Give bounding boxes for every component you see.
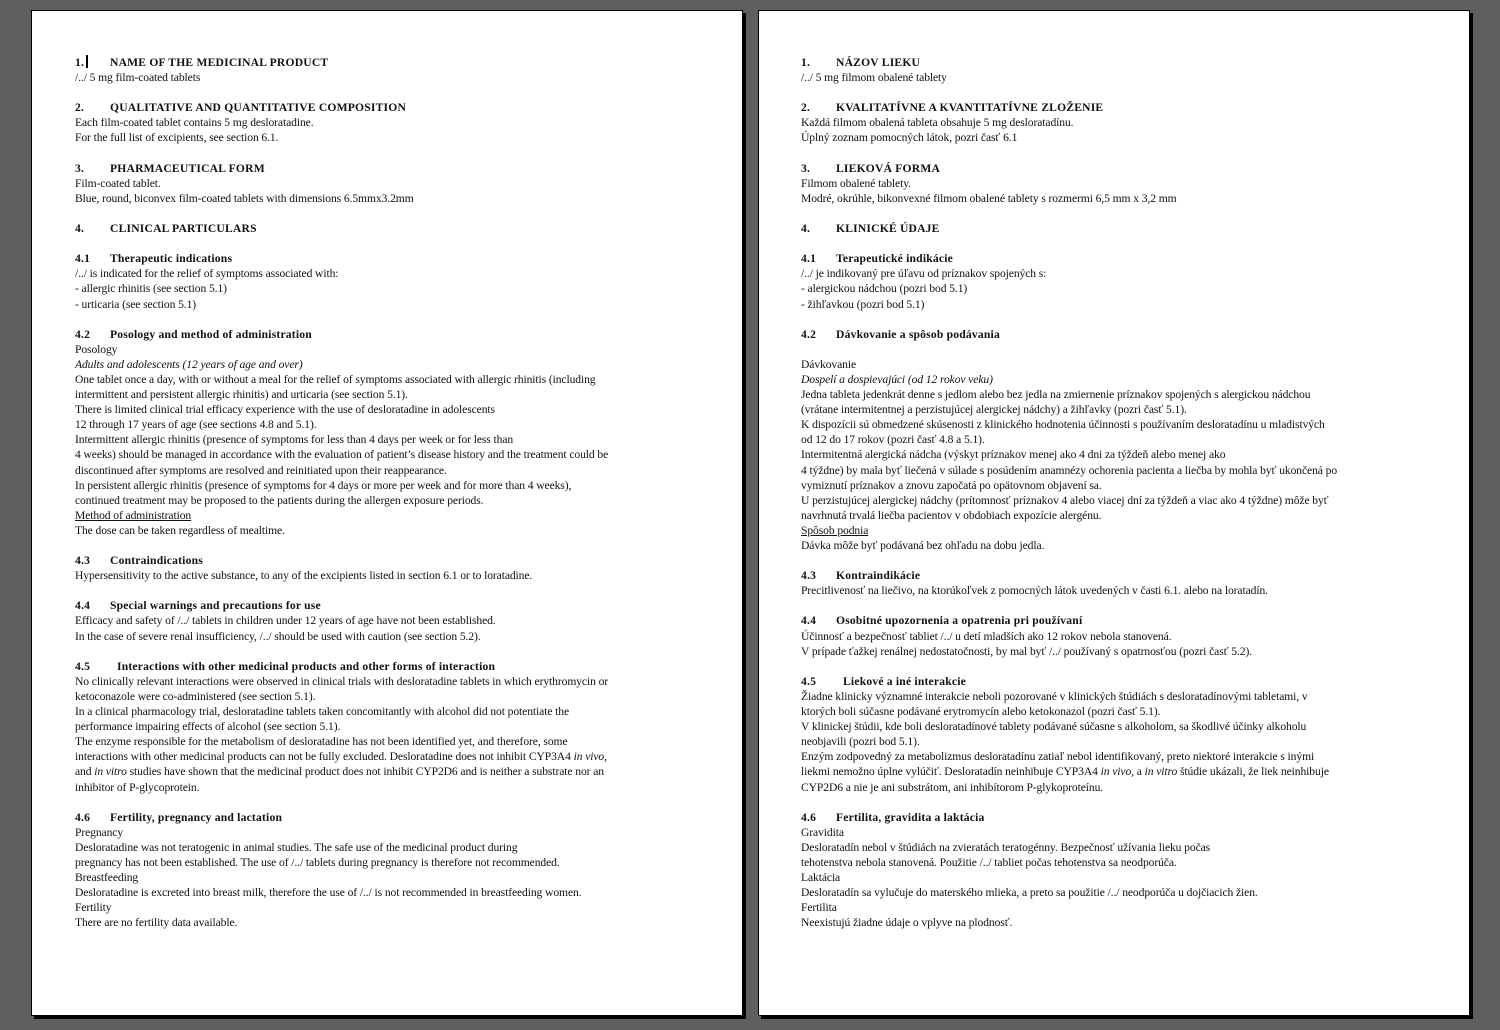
text-line: tehotenstva nebola stanovená. Použitie /../ tabliet počas tehotenstva sa neodporúča.: [801, 855, 1177, 869]
section-4-2-heading: 4.2 Posology and method of administration: [75, 327, 312, 341]
document-page-english: [31, 10, 743, 1016]
text-line: intermittent and persistent allergic rhinitis) and urticaria (see section 5.1).: [75, 388, 408, 402]
text-line: Breastfeeding: [75, 871, 139, 885]
section-3-heading: 3. LIEKOVÁ FORMA: [801, 161, 941, 175]
text-line: The dose can be taken regardless of mealtime.: [75, 523, 285, 537]
section-4-4-heading: 4.4 Special warnings and precautions for use: [75, 599, 321, 613]
text-line: vymiznutí príznakov a znovu započatá po opätovnom objavení sa.: [801, 478, 1102, 492]
text-line: /../ je indikovaný pre úľavu od príznakov spojených s:: [801, 267, 1047, 281]
text-line: V klinickej štúdii, kde boli desloratadínové tablety podávané súčasne s alkoholom, sa škodlivé účinky alkoholu: [801, 720, 1307, 734]
section-4-3-heading: 4.3 Contraindications: [75, 554, 203, 568]
text-line: CYP2D6 a nie je ani substrátom, ani inhibítorom P-glykoproteínu.: [801, 780, 1104, 794]
text-line: One tablet once a day, with or without a meal for the relief of symptoms associated with allergic rhinitis (including: [75, 372, 596, 386]
text-line: Each film-coated tablet contains 5 mg desloratadine.: [75, 116, 314, 130]
section-4-heading: 4. KLINICKÉ ÚDAJE: [801, 222, 940, 236]
text-line: discontinued after symptoms are resolved and reinitiated upon their reappearance.: [75, 463, 447, 477]
text-cursor: [86, 55, 88, 68]
text-line: Gravidita: [801, 825, 844, 839]
text-line: 12 through 17 years of age (see sections 4.8 and 5.1).: [75, 418, 317, 432]
text-line: In a clinical pharmacology trial, desloratadine tablets taken concomitantly with alcohol did not potentiate the: [75, 705, 570, 719]
text-line: Dávkovanie: [801, 357, 857, 371]
text-line: 4 týždne) by mala byť liečená v súlade s posúdením anamnézy ochorenia pacienta a liečba by mohla byť ukončená po: [801, 463, 1338, 477]
text-line: 4 weeks) should be managed in accordance with the evaluation of patient’s disease history and the treatment could be: [75, 448, 609, 462]
text-line: Desloratadín nebol v štúdiách na zvieratách teratogénny. Bezpečnosť užívania lieku počas: [801, 840, 1211, 854]
page-content: [801, 55, 1441, 930]
text-line: Hypersensitivity to the active substance, to any of the excipients listed in section 6.1 or to loratadine.: [75, 569, 533, 583]
subheading-method-of-administration: Spôsob podnia: [801, 523, 869, 537]
text-line: inhibitor of P-glycoprotein.: [75, 780, 200, 794]
text-line: /../ 5 mg film-coated tablets: [75, 71, 201, 85]
text-line: neobjavili (pozri bod 5.1).: [801, 735, 920, 749]
text-line: /../ is indicated for the relief of symptoms associated with:: [75, 267, 339, 281]
text-line: In persistent allergic rhinitis (presence of symptoms for 4 days or more per week and for more than 4 weeks),: [75, 478, 572, 492]
text-line: performance impairing effects of alcohol (see section 5.1).: [75, 720, 341, 734]
section-2-heading: 2. QUALITATIVE AND QUANTITATIVE COMPOSITION: [75, 101, 407, 115]
section-4-5-heading: 4.5 Interactions with other medicinal products and other forms of interaction: [75, 659, 496, 673]
text-line: Fertility: [75, 901, 112, 915]
text-line: - žihľavkou (pozri bod 5.1): [801, 297, 925, 311]
text-line: U perzistujúcej alergickej nádchy (prítomnosť príznakov 4 alebo viacej dní za týždeň a viac ako 4 týždne) môže byť: [801, 493, 1329, 507]
text-line: The enzyme responsible for the metabolism of desloratadine has not been identified yet, and therefore, some: [75, 735, 568, 749]
section-2-heading: 2. KVALITATÍVNE A KVANTITATÍVNE ZLOŽENIE: [801, 101, 1104, 115]
text-line: od 12 do 17 rokov (pozri časť 4.8 a 5.1).: [801, 433, 985, 447]
text-line: interactions with other medicinal products can not be fully excluded. Desloratadine does not inhibit CYP3A4 in vivo,: [75, 750, 607, 764]
text-line: Neexistujú žiadne údaje o vplyve na plodnosť.: [801, 916, 1013, 930]
document-page-slovak: [758, 10, 1470, 1016]
text-line: Desloratadín sa vylučuje do materského mlieka, a preto sa použitie /../ neodporúča u dojčiacich žien.: [801, 886, 1258, 900]
text-line: In the case of severe renal insufficiency, /../ should be used with caution (see section 5.2).: [75, 629, 481, 643]
section-1-heading: 1. NÁZOV LIEKU: [801, 56, 921, 69]
text-line: navrhnutá trvalá liečba pacientov v obdobiach expozície alergénu.: [801, 508, 1102, 522]
text-line: and in vitro studies have shown that the medicinal product does not inhibit CYP2D6 and is neither a substrate nor an: [75, 765, 604, 779]
text-line: - urticaria (see section 5.1): [75, 297, 197, 311]
text-line: There are no fertility data available.: [75, 916, 238, 930]
text-line: Úplný zoznam pomocných látok, pozri časť 6.1: [801, 131, 1018, 145]
text-line: K dispozícii sú obmedzené skúsenosti z klinického hodnotenia účinnosti s používaním desloratadínu u mladistvých: [801, 418, 1325, 432]
text-line: Jedna tableta jedenkrát denne s jedlom alebo bez jedla na zmiernenie príznakov spojených s alergickou nádchou: [801, 388, 1311, 402]
text-line: Dospelí a dospievajúci (od 12 rokov veku): [801, 372, 993, 386]
text-line: Dávka môže byť podávaná bez ohľadu na dobu jedla.: [801, 539, 1045, 552]
section-4-3-heading: 4.3 Kontraindikácie: [801, 569, 921, 583]
text-line: For the full list of excipients, see section 6.1.: [75, 131, 279, 145]
text-line: Film-coated tablet.: [75, 176, 161, 190]
text-line: (vrátane intermitentnej a perzistujúcej alergickej nádchy) a žihľavky (pozri časť 5.1).: [801, 403, 1187, 417]
text-line: - alergickou nádchou (pozri bod 5.1): [801, 282, 968, 296]
text-line: Fertilita: [801, 901, 837, 915]
text-line: Intermitentná alergická nádcha (výskyt príznakov menej ako 4 dni za týždeň alebo menej ako: [801, 448, 1226, 462]
section-4-6-heading: 4.6 Fertility, pregnancy and lactation: [75, 810, 283, 824]
text-line: /../ 5 mg filmom obalené tablety: [801, 71, 947, 85]
text-line: Blue, round, biconvex film-coated tablets with dimensions 6.5mmx3.2mm: [75, 191, 414, 205]
section-4-6-heading: 4.6 Fertilita, gravidita a laktácia: [801, 810, 985, 824]
section-4-2-heading: 4.2 Dávkovanie a spôsob podávania: [801, 327, 1000, 341]
text-line: Modré, okrúhle, bikonvexné filmom obalené tablety s rozmermi 6,5 mm x 3,2 mm: [801, 191, 1177, 205]
text-line: ketoconazole were co-administered (see section 5.1).: [75, 689, 316, 703]
text-line: V prípade ťažkej renálnej nedostatočnosti, by mal byť /../ používaný s opatrnosťou (pozri časť 5.2).: [801, 644, 1253, 658]
text-line: Pregnancy: [75, 825, 124, 839]
subheading-method-of-administration: Method of administration: [75, 508, 192, 522]
section-4-4-heading: 4.4 Osobitné upozornenia a opatrenia pri používaní: [801, 614, 1083, 628]
text-line: Efficacy and safety of /../ tablets in children under 12 years of age have not been established.: [75, 614, 496, 628]
text-line: ktorých boli súčasne podávané erytromycín alebo ketokonazol (pozri časť 5.1).: [801, 705, 1161, 719]
text-line: Desloratadine was not teratogenic in animal studies. The safe use of the medicinal product during: [75, 840, 518, 854]
text-line: - allergic rhinitis (see section 5.1): [75, 282, 227, 296]
text-line: Intermittent allergic rhinitis (presence of symptoms for less than 4 days per week or for less than: [75, 433, 514, 447]
section-4-1-heading: 4.1 Terapeutické indikácie: [801, 252, 954, 266]
section-4-heading: 4. CLINICAL PARTICULARS: [75, 222, 257, 236]
text-line: continued treatment may be proposed to the patients during the allergen exposure periods.: [75, 493, 484, 507]
text-line: Každá filmom obalená tableta obsahuje 5 mg desloratadínu.: [801, 116, 1074, 130]
text-line: There is limited clinical trial efficacy experience with the use of desloratadine in adolescents: [75, 403, 495, 417]
page-content: [75, 55, 715, 930]
section-3-heading: 3. PHARMACEUTICAL FORM: [75, 161, 265, 175]
text-line: Účinnosť a bezpečnosť tabliet /../ u detí mladších ako 12 rokov nebola stanovená.: [801, 629, 1172, 643]
section-1-heading: 1. NAME OF THE MEDICINAL PRODUCT: [75, 56, 329, 69]
text-line: Filmom obalené tablety.: [801, 176, 911, 190]
text-line: liekmi nemožno úplne vylúčiť. Desloratadín neinhibuje CYP3A4 in vivo, a in vitro štúdie ukázali, že liek neinhibuje: [801, 765, 1329, 779]
text-line: Desloratadine is excreted into breast milk, therefore the use of /../ is not recommended in breastfeeding women.: [75, 886, 582, 900]
section-4-5-heading: 4.5 Liekové a iné interakcie: [801, 674, 966, 688]
text-line: Laktácia: [801, 871, 841, 885]
text-line: Posology: [75, 342, 118, 356]
text-line: Adults and adolescents (12 years of age and over): [75, 357, 303, 371]
section-4-1-heading: 4.1 Therapeutic indications: [75, 252, 233, 266]
text-line: Precitlivenosť na liečivo, na ktorúkoľvek z pomocných látok uvedených v časti 6.1. alebo na loratadín.: [801, 584, 1268, 598]
text-line: No clinically relevant interactions were observed in clinical trials with desloratadine tablets in which erythromycin or: [75, 674, 609, 688]
text-line: Enzým zodpovedný za metabolizmus desloratadínu zatiaľ nebol identifikovaný, preto niektoré interakcie s inými: [801, 750, 1315, 764]
text-line: Žiadne klinicky významné interakcie neboli pozorované v klinických štúdiách s desloratadínovými tabletami, v: [801, 689, 1308, 703]
text-line: pregnancy has not been established. The use of /../ tablets during pregnancy is therefore not recommended.: [75, 855, 560, 869]
